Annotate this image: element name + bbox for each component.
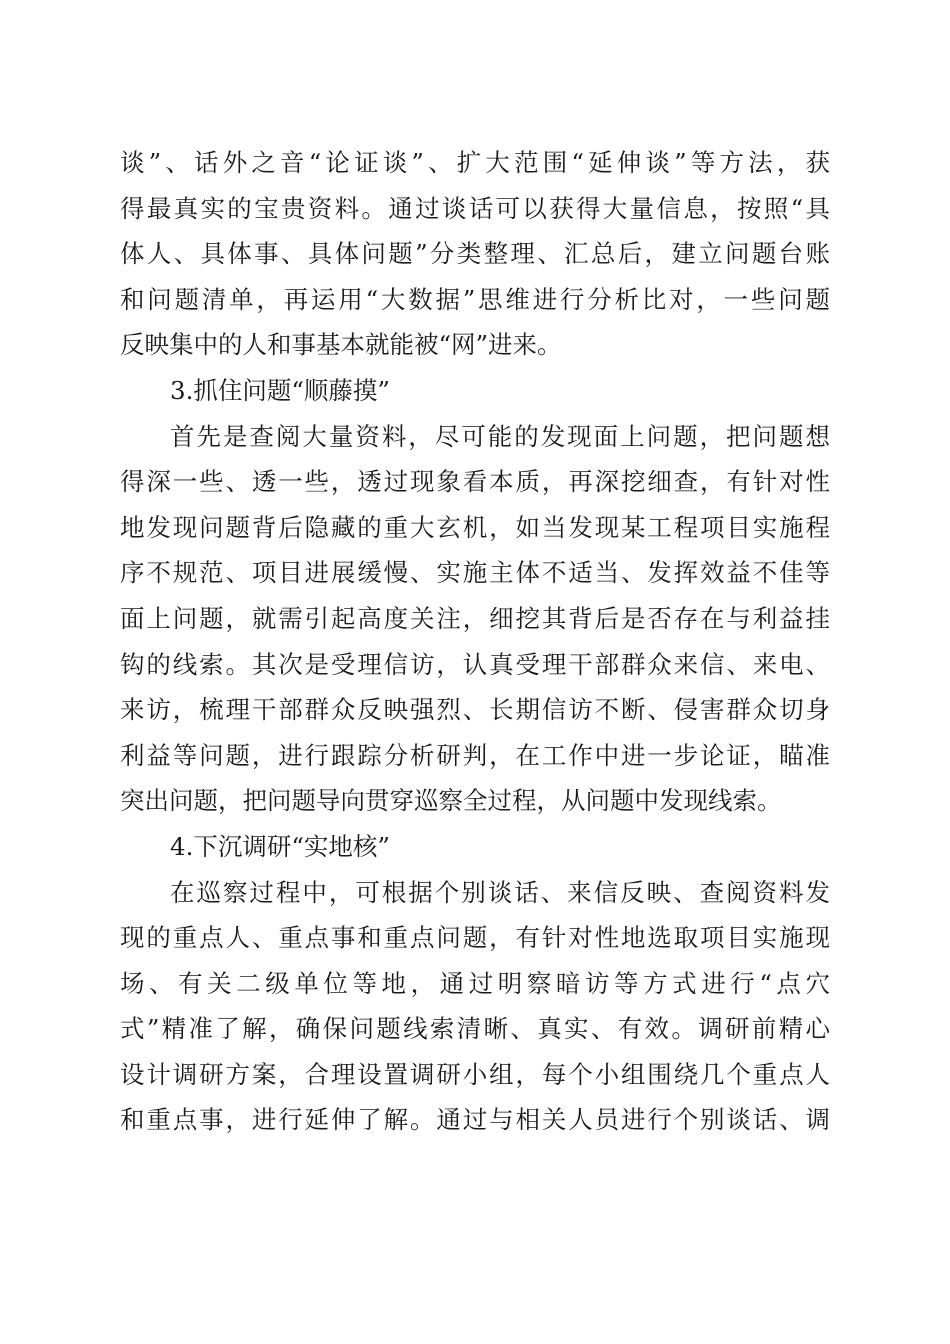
text-line: 谈”、话外之音“论证谈”、扩大范围“延伸谈”等方法，获 xyxy=(120,148,830,177)
document-body xyxy=(120,140,830,1143)
text-line: 体人、具体事、具体问题”分类整理、汇总后，建立问题台账 xyxy=(120,239,830,269)
text-line: 突出问题，把问题导向贯穿巡察全过程，从问题中发现线索。 xyxy=(120,786,782,816)
text-line: 反映集中的人和事基本就能被“网”进来。 xyxy=(120,330,562,360)
text-line: 面上问题，就需引起高度关注，细挖其背后是否存在与利益挂 xyxy=(120,603,830,633)
text-line: 首先是查阅大量资料，尽可能的发现面上问题，把问题想 xyxy=(170,421,830,451)
text-line: 地发现问题背后隐藏的重大玄机，如当发现某工程项目实施程 xyxy=(120,512,830,542)
text-line: 场、有关二级单位等地，通过明察暗访等方式进行“点穴 xyxy=(120,968,830,998)
text-line: 式”精准了解，确保问题线索清晰、真实、有效。调研前精心 xyxy=(120,1014,830,1044)
text-line: 和重点事，进行延伸了解。通过与相关人员进行个别谈话、调 xyxy=(120,1105,830,1135)
text-line: 利益等问题，进行跟踪分析研判，在工作中进一步论证，瞄准 xyxy=(120,740,830,770)
text-line: 钩的线索。其次是受理信访，认真受理干部群众来信、来电、 xyxy=(120,649,830,679)
text-line: 在巡察过程中，可根据个别谈话、来信反映、查阅资料发 xyxy=(170,877,830,907)
text-line: 4.下沉调研“实地核” xyxy=(170,831,390,861)
text-line: 现的重点人、重点事和重点问题，有针对性地选取项目实施现 xyxy=(120,923,830,953)
text-line: 得最真实的宝贵资料。通过谈话可以获得大量信息，按照“具 xyxy=(120,193,830,223)
text-line: 序不规范、项目进展缓慢、实施主体不适当、发挥效益不佳等 xyxy=(120,558,830,588)
text-line: 得深一些、透一些，透过现象看本质，再深挖细查，有针对性 xyxy=(120,467,830,497)
text-line: 3.抓住问题“顺藤摸” xyxy=(170,375,390,405)
text-line: 来访，梳理干部群众反映强烈、长期信访不断、侵害群众切身 xyxy=(120,695,830,725)
text-line: 设计调研方案，合理设置调研小组，每个小组围绕几个重点人 xyxy=(120,1059,830,1089)
text-line: 和问题清单，再运用“大数据”思维进行分析比对，一些问题 xyxy=(120,284,830,314)
